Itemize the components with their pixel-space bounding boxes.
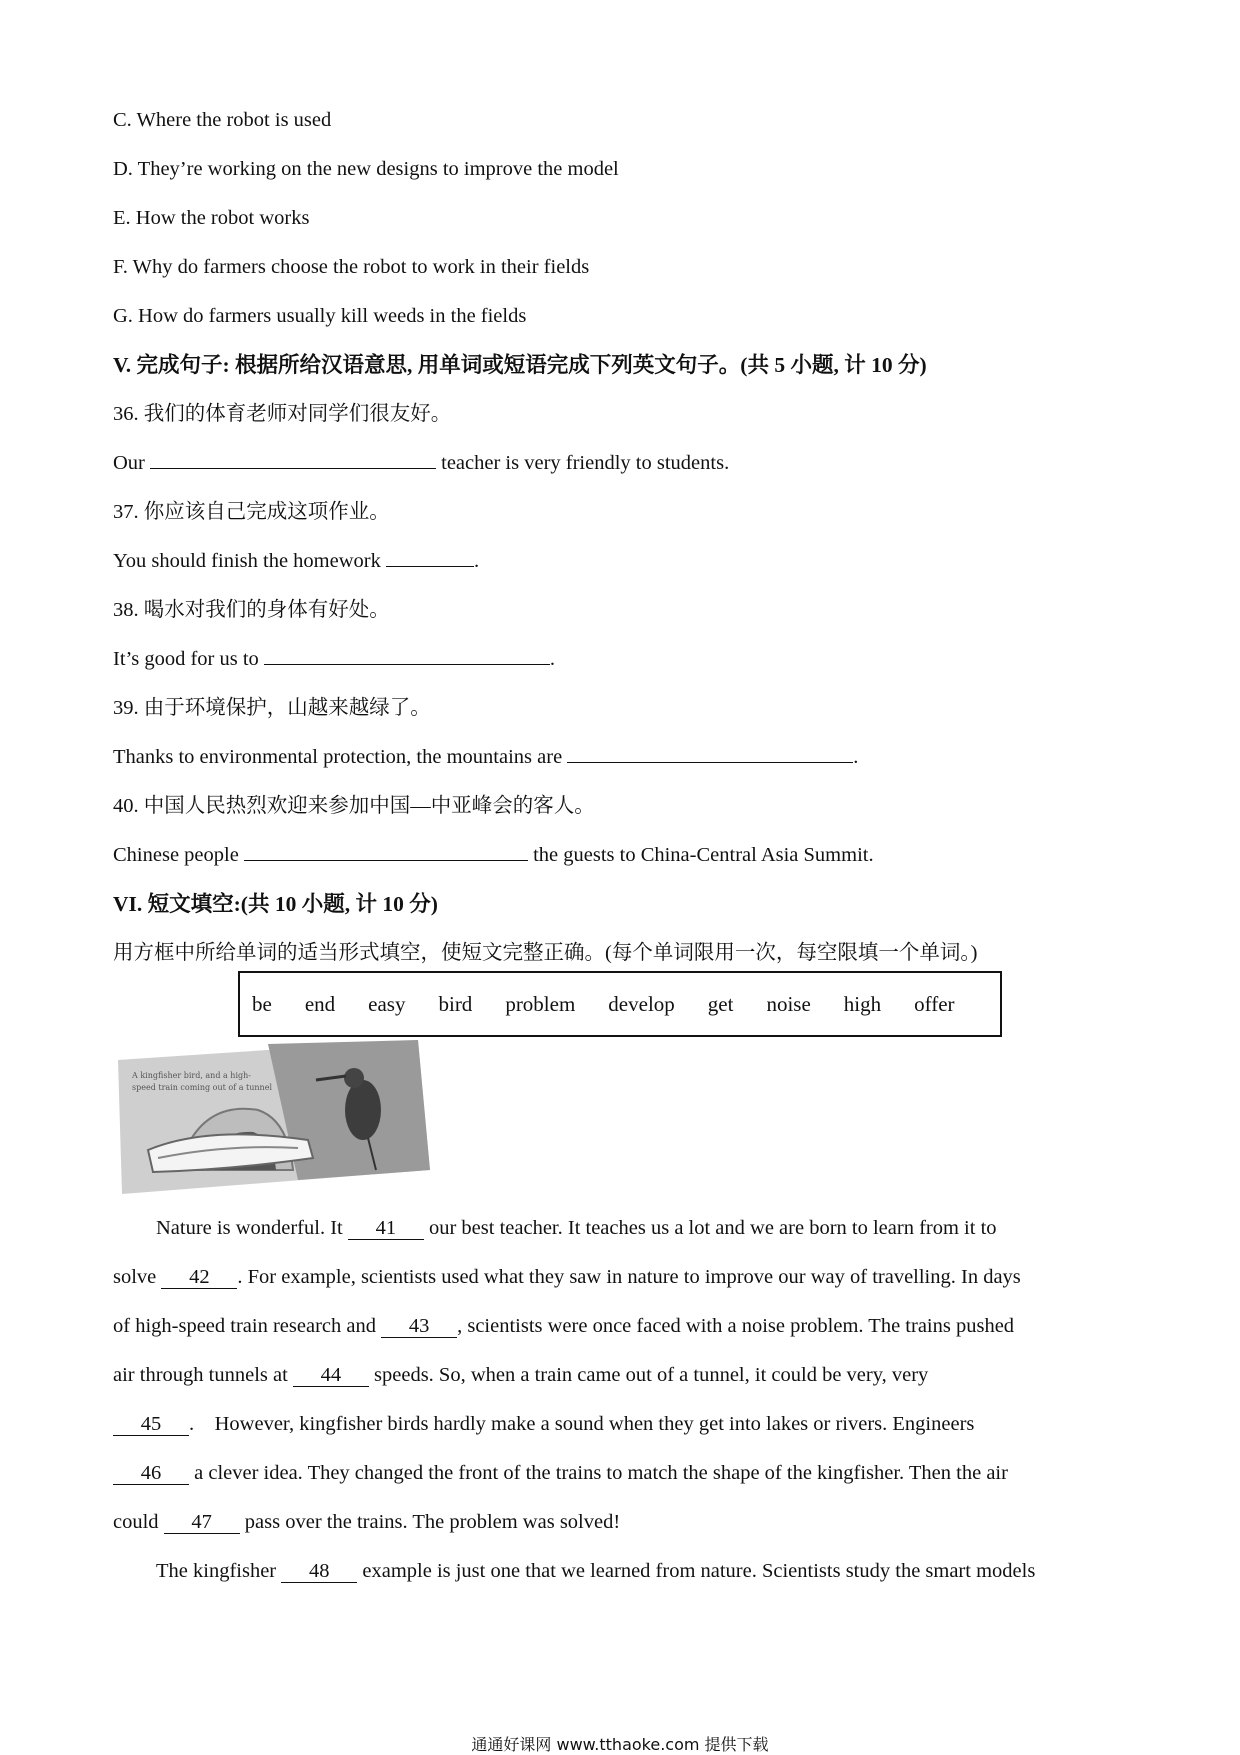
svg-text:A kingfisher bird, and a high-: A kingfisher bird, and a high- xyxy=(132,1071,251,1080)
passage-line-4: air through tunnels at 44 speeds. So, when a train came out of a tunnel, it could be very, very xyxy=(113,1364,929,1386)
word-bank-item: high xyxy=(843,991,882,1016)
section-6-instruction: 用方框中所给单词的适当形式填空，使短文完整正确。(每个单词限用一次，每空限填一个单词。) xyxy=(113,942,978,964)
word-bank-item: easy xyxy=(368,991,406,1016)
kingfisher-train-image xyxy=(118,1040,430,1194)
word-bank-item: get xyxy=(707,991,734,1016)
q39-chinese: 39. 由于环境保护，山越来越绿了。 xyxy=(113,697,431,719)
blank-46[interactable]: 46 xyxy=(113,1462,189,1485)
q37-english: You should finish the homework . xyxy=(113,550,480,572)
q40-blank[interactable] xyxy=(244,842,528,861)
option-d: D. They’re working on the new designs to improve the model xyxy=(113,158,619,180)
q37-blank[interactable] xyxy=(386,548,474,567)
blank-42[interactable]: 42 xyxy=(161,1266,237,1289)
blank-41[interactable]: 41 xyxy=(348,1217,424,1240)
blank-45[interactable]: 45 xyxy=(113,1413,189,1436)
word-bank-item: bird xyxy=(438,991,473,1016)
passage-line-6: 46 a clever idea. They changed the front of the trains to match the shape of the kingfisher. Then the air xyxy=(113,1459,1123,1487)
q38-english: It’s good for us to . xyxy=(113,648,556,670)
blank-43[interactable]: 43 xyxy=(381,1315,457,1338)
q36-blank[interactable] xyxy=(150,450,436,469)
q40-chinese: 40. 中国人民热烈欢迎来参加中国—中亚峰会的客人。 xyxy=(113,795,595,817)
passage-line-1: Nature is wonderful. It 41 our best teacher. It teaches us a lot and we are born to learn from it to xyxy=(156,1217,997,1239)
option-g: G. How do farmers usually kill weeds in the fields xyxy=(113,305,527,327)
q36-chinese: 36. 我们的体育老师对同学们很友好。 xyxy=(113,403,452,425)
q38-blank[interactable] xyxy=(264,646,550,665)
blank-44[interactable]: 44 xyxy=(293,1364,369,1387)
blank-47[interactable]: 47 xyxy=(164,1511,240,1534)
option-e: E. How the robot works xyxy=(113,207,310,229)
word-bank-item: noise xyxy=(766,991,811,1016)
q40-english: Chinese people the guests to China-Central Asia Summit. xyxy=(113,844,874,866)
q39-blank[interactable] xyxy=(567,744,853,763)
passage-line-3: of high-speed train research and 43 , scientists were once faced with a noise problem. The trains pushed xyxy=(113,1315,1015,1337)
q39-english: Thanks to environmental protection, the mountains are . xyxy=(113,746,859,768)
word-bank-item: problem xyxy=(505,991,576,1016)
word-bank-item: develop xyxy=(608,991,675,1016)
option-f: F. Why do farmers choose the robot to work in their fields xyxy=(113,256,590,278)
passage-line-5: 45 . However, kingfisher birds hardly make a sound when they get into lakes or rivers. Engineers xyxy=(113,1410,1123,1438)
q36-english: Our teacher is very friendly to students. xyxy=(113,452,730,474)
word-bank-item: be xyxy=(252,991,272,1016)
word-bank-item: offer xyxy=(914,991,955,1016)
word-bank-box xyxy=(238,971,1002,1037)
passage-line-2: solve 42 . For example, scientists used what they saw in nature to improve our way of travelling. In days xyxy=(113,1266,1021,1288)
section-6-heading: VI. 短文填空:(共 10 小题, 计 10 分) xyxy=(113,892,438,916)
q38-chinese: 38. 喝水对我们的身体有好处。 xyxy=(113,599,390,621)
q37-chinese: 37. 你应该自己完成这项作业。 xyxy=(113,501,390,523)
section-5-heading: V. 完成句子: 根据所给汉语意思, 用单词或短语完成下列英文句子。(共 5 小题, 计 10 分) xyxy=(113,353,927,377)
passage-line-7: could 47 pass over the trains. The problem was solved! xyxy=(113,1511,621,1533)
word-bank-item: end xyxy=(304,991,336,1016)
option-c: C. Where the robot is used xyxy=(113,109,332,131)
svg-text:speed train coming out of a tu: speed train coming out of a tunnel xyxy=(132,1083,273,1092)
footer-download-note: 通通好课网 www.tthaoke.com 提供下载 xyxy=(471,1735,769,1754)
blank-48[interactable]: 48 xyxy=(281,1560,357,1583)
passage-line-8: The kingfisher 48 example is just one that we learned from nature. Scientists study the smart models xyxy=(156,1560,1036,1582)
